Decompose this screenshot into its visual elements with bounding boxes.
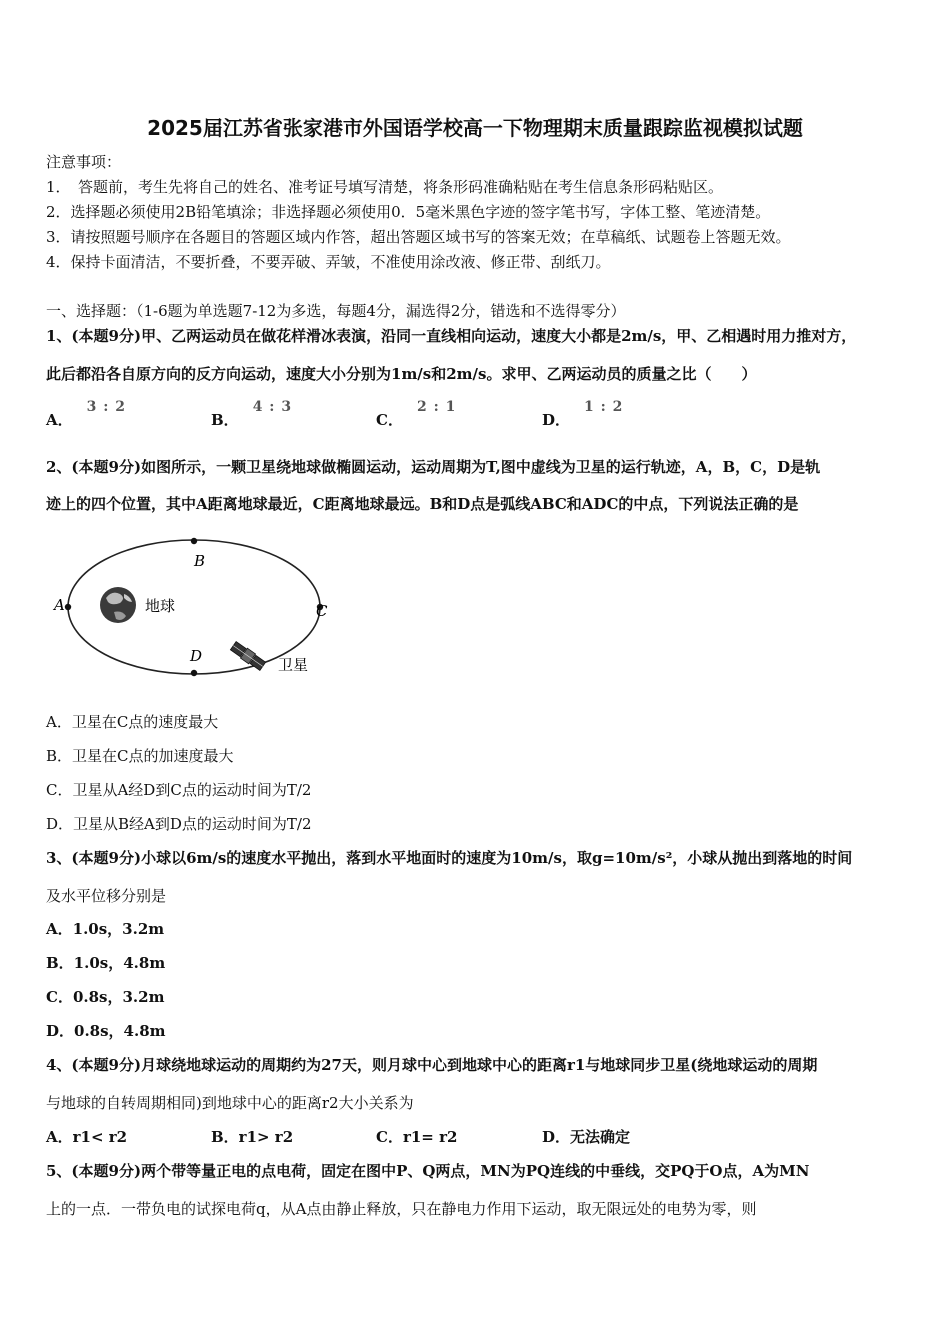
q2-option-a: A．卫星在C点的速度最大 xyxy=(46,713,219,731)
label-a: A xyxy=(54,596,65,614)
section-heading: 一、选择题：（1-6题为单选题7-12为多选，每题4分，漏选得2分，错选和不选得零分） xyxy=(46,302,626,320)
q4-line-1: 4、(本题9分)月球绕地球运动的周期约为27天，则月球中心到地球中心的距离r1与地球同步卫星(绕地球运动的周期 xyxy=(46,1056,818,1074)
q1-option-b: B．4 : 3 xyxy=(211,399,293,429)
q4-option-d: D．无法确定 xyxy=(542,1128,631,1146)
q1-option-a: A．3 : 2 xyxy=(46,399,127,429)
q3-option-d: D．0.8s，4.8m xyxy=(46,1022,166,1040)
q4-line-2: 与地球的自转周期相同)到地球中心的距离r2大小关系为 xyxy=(46,1094,414,1112)
notice-item-3: 3．请按照题号顺序在各题目的答题区域内作答，超出答题区域书写的答案无效；在草稿纸、试题卷上答题无效。 xyxy=(46,228,791,246)
satellite-label: 卫星 xyxy=(278,656,309,674)
label-d: D xyxy=(190,647,203,665)
q3-line-2: 及水平位移分别是 xyxy=(46,887,167,905)
exam-title: 2025届江苏省张家港市外国语学校高一下物理期末质量跟踪监视模拟试题 xyxy=(147,116,803,140)
satellite-icon xyxy=(230,641,266,671)
point-a xyxy=(65,604,71,610)
q2-line-1: 2、(本题9分)如图所示，一颗卫星绕地球做椭圆运动，运动周期为T,图中虚线为卫星的运行轨迹，A，B，C，D是轨 xyxy=(46,458,821,476)
notice-item-4: 4．保持卡面清洁，不要折叠，不要弄破、弄皱，不准使用涂改液、修正带、刮纸刀。 xyxy=(46,253,611,271)
q5-line-2: 上的一点．一带负电的试探电荷q，从A点由静止释放，只在静电力作用下运动，取无限远处的电势为零，则 xyxy=(46,1200,757,1218)
point-d xyxy=(191,670,197,676)
q3-line-1: 3、(本题9分)小球以6m/s的速度水平抛出，落到水平地面时的速度为10m/s，取g=10m/s²，小球从抛出到落地的时间 xyxy=(46,849,853,867)
notice-heading: 注意事项： xyxy=(46,153,122,171)
q3-option-c: C．0.8s，3.2m xyxy=(46,988,165,1006)
q1-line-2: 此后都沿各自原方向的反方向运动，速度大小分别为1m/s和2m/s。求甲、乙两运动员的质量之比（ ） xyxy=(46,365,757,383)
q5-line-1: 5、(本题9分)两个带等量正电的点电荷，固定在图中P、Q两点，MN为PQ连线的中垂线，交PQ于O点，A为MN xyxy=(46,1162,810,1180)
q3-option-a: A．1.0s，3.2m xyxy=(46,920,165,938)
earth-label: 地球 xyxy=(145,597,176,615)
q4-option-b: B．r1> r2 xyxy=(211,1128,294,1146)
q1-line-1: 1、(本题9分)甲、乙两运动员在做花样滑冰表演，沿同一直线相向运动，速度大小都是2m/s，甲、乙相遇时用力推对方， xyxy=(46,327,857,345)
q2-line-2: 迹上的四个位置，其中A距离地球最近，C距离地球最远。B和D点是弧线ABC和ADC的中点，下列说法正确的是 xyxy=(46,495,799,513)
q2-option-c: C．卫星从A经D到C点的运动时间为T/2 xyxy=(46,781,312,799)
orbit-diagram xyxy=(52,532,352,682)
q4-option-a: A．r1< r2 xyxy=(46,1128,128,1146)
label-b: B xyxy=(194,552,206,570)
point-b xyxy=(191,538,197,544)
q1-option-c: C．2 : 1 xyxy=(376,399,457,429)
notice-item-2: 2．选择题必须使用2B铅笔填涂；非选择题必须使用0．5毫米黑色字迹的签字笔书写，字体工整、笔迹清楚。 xyxy=(46,203,771,221)
q1-option-d: D．1 : 2 xyxy=(542,399,624,429)
earth-icon xyxy=(100,587,136,623)
q2-option-b: B．卫星在C点的加速度最大 xyxy=(46,747,234,765)
label-c: C xyxy=(316,602,328,620)
notice-item-1: 1． 答题前，考生先将自己的姓名、准考证号填写清楚，将条形码准确粘贴在考生信息条形码粘贴区。 xyxy=(46,178,724,196)
q4-option-c: C．r1= r2 xyxy=(376,1128,458,1146)
q2-option-d: D．卫星从B经A到D点的运动时间为T/2 xyxy=(46,815,312,833)
q3-option-b: B．1.0s，4.8m xyxy=(46,954,166,972)
